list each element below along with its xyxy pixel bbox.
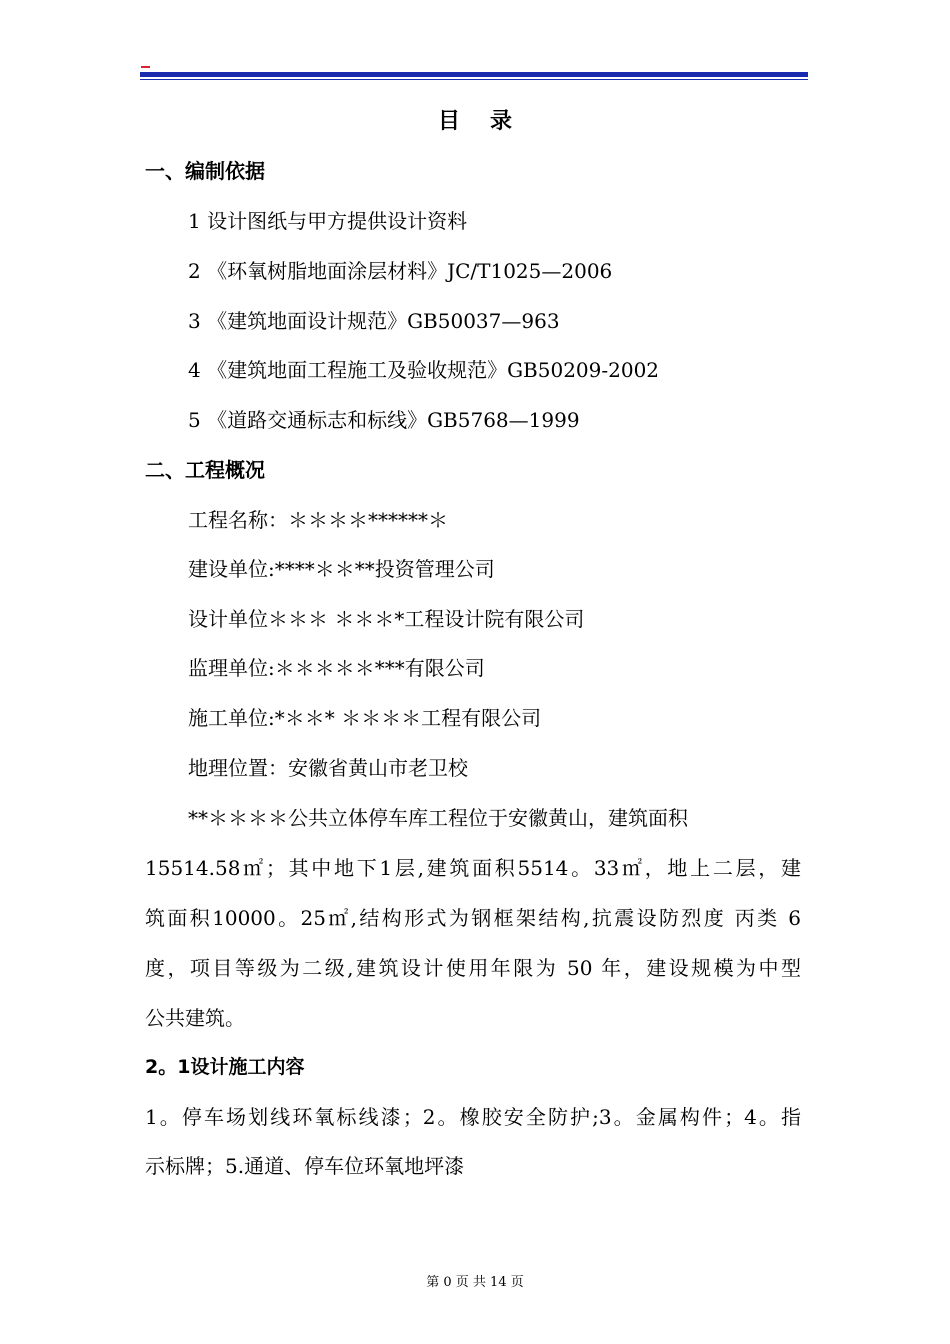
location: 地理位置：安徽省黄山市老卫校: [188, 756, 468, 780]
supervision-unit: 监理单位:＊＊＊＊＊***有限公司: [188, 656, 485, 680]
section21-heading: 2。1设计施工内容: [145, 1056, 305, 1078]
overview-paragraph-line: 公共建筑。: [145, 1006, 245, 1030]
header-mark: [141, 66, 150, 68]
basis-item: 2 《环氧树脂地面涂层材料》JC/T1025—2006: [188, 259, 613, 283]
overview-paragraph-line: 筑面积10000。25㎡,结构形式为钢框架结构,抗震设防烈度 丙类 6: [145, 906, 801, 930]
design-unit: 设计单位＊＊＊ ＊＊＊*工程设计院有限公司: [188, 607, 585, 631]
content-line: 1。停车场划线环氧标线漆；2。橡胶安全防护;3。金属构件；4。指: [145, 1105, 801, 1129]
content-line: 示标牌；5.通道、停车位环氧地坪漆: [145, 1154, 465, 1178]
owner-unit: 建设单位:****＊＊**投资管理公司: [188, 557, 495, 581]
header-rule-thin: [140, 79, 808, 80]
overview-paragraph-line: **＊＊＊＊公共立体停车库工程位于安徽黄山，建筑面积: [188, 806, 688, 830]
page-footer: 第 0 页 共 14 页: [426, 1275, 524, 1290]
basis-item: 3 《建筑地面设计规范》GB50037—963: [188, 309, 560, 333]
basis-item: 5 《道路交通标志和标线》GB5768—1999: [188, 408, 580, 432]
title-char-right: 录: [490, 108, 513, 134]
basis-item: 1 设计图纸与甲方提供设计资料: [188, 209, 468, 233]
project-name: 工程名称：＊＊＊＊******＊: [188, 508, 448, 532]
header-rule-thick: [140, 72, 808, 77]
construction-unit: 施工单位:*＊＊* ＊＊＊＊工程有限公司: [188, 706, 542, 730]
header-rule: [140, 72, 808, 80]
overview-paragraph-line: 15514.58㎡；其中地下1层,建筑面积5514。33㎡，地上二层，建: [145, 856, 801, 880]
overview-paragraph-line: 度，项目等级为二级,建筑设计使用年限为 50 年，建设规模为中型: [145, 956, 801, 980]
basis-item: 4 《建筑地面工程施工及验收规范》GB50209-2002: [188, 358, 660, 382]
section2-heading: 二、工程概况: [145, 458, 265, 482]
page-title: [0, 104, 950, 135]
section1-heading: 一、编制依据: [145, 159, 265, 183]
title-char-left: 目: [437, 108, 460, 134]
